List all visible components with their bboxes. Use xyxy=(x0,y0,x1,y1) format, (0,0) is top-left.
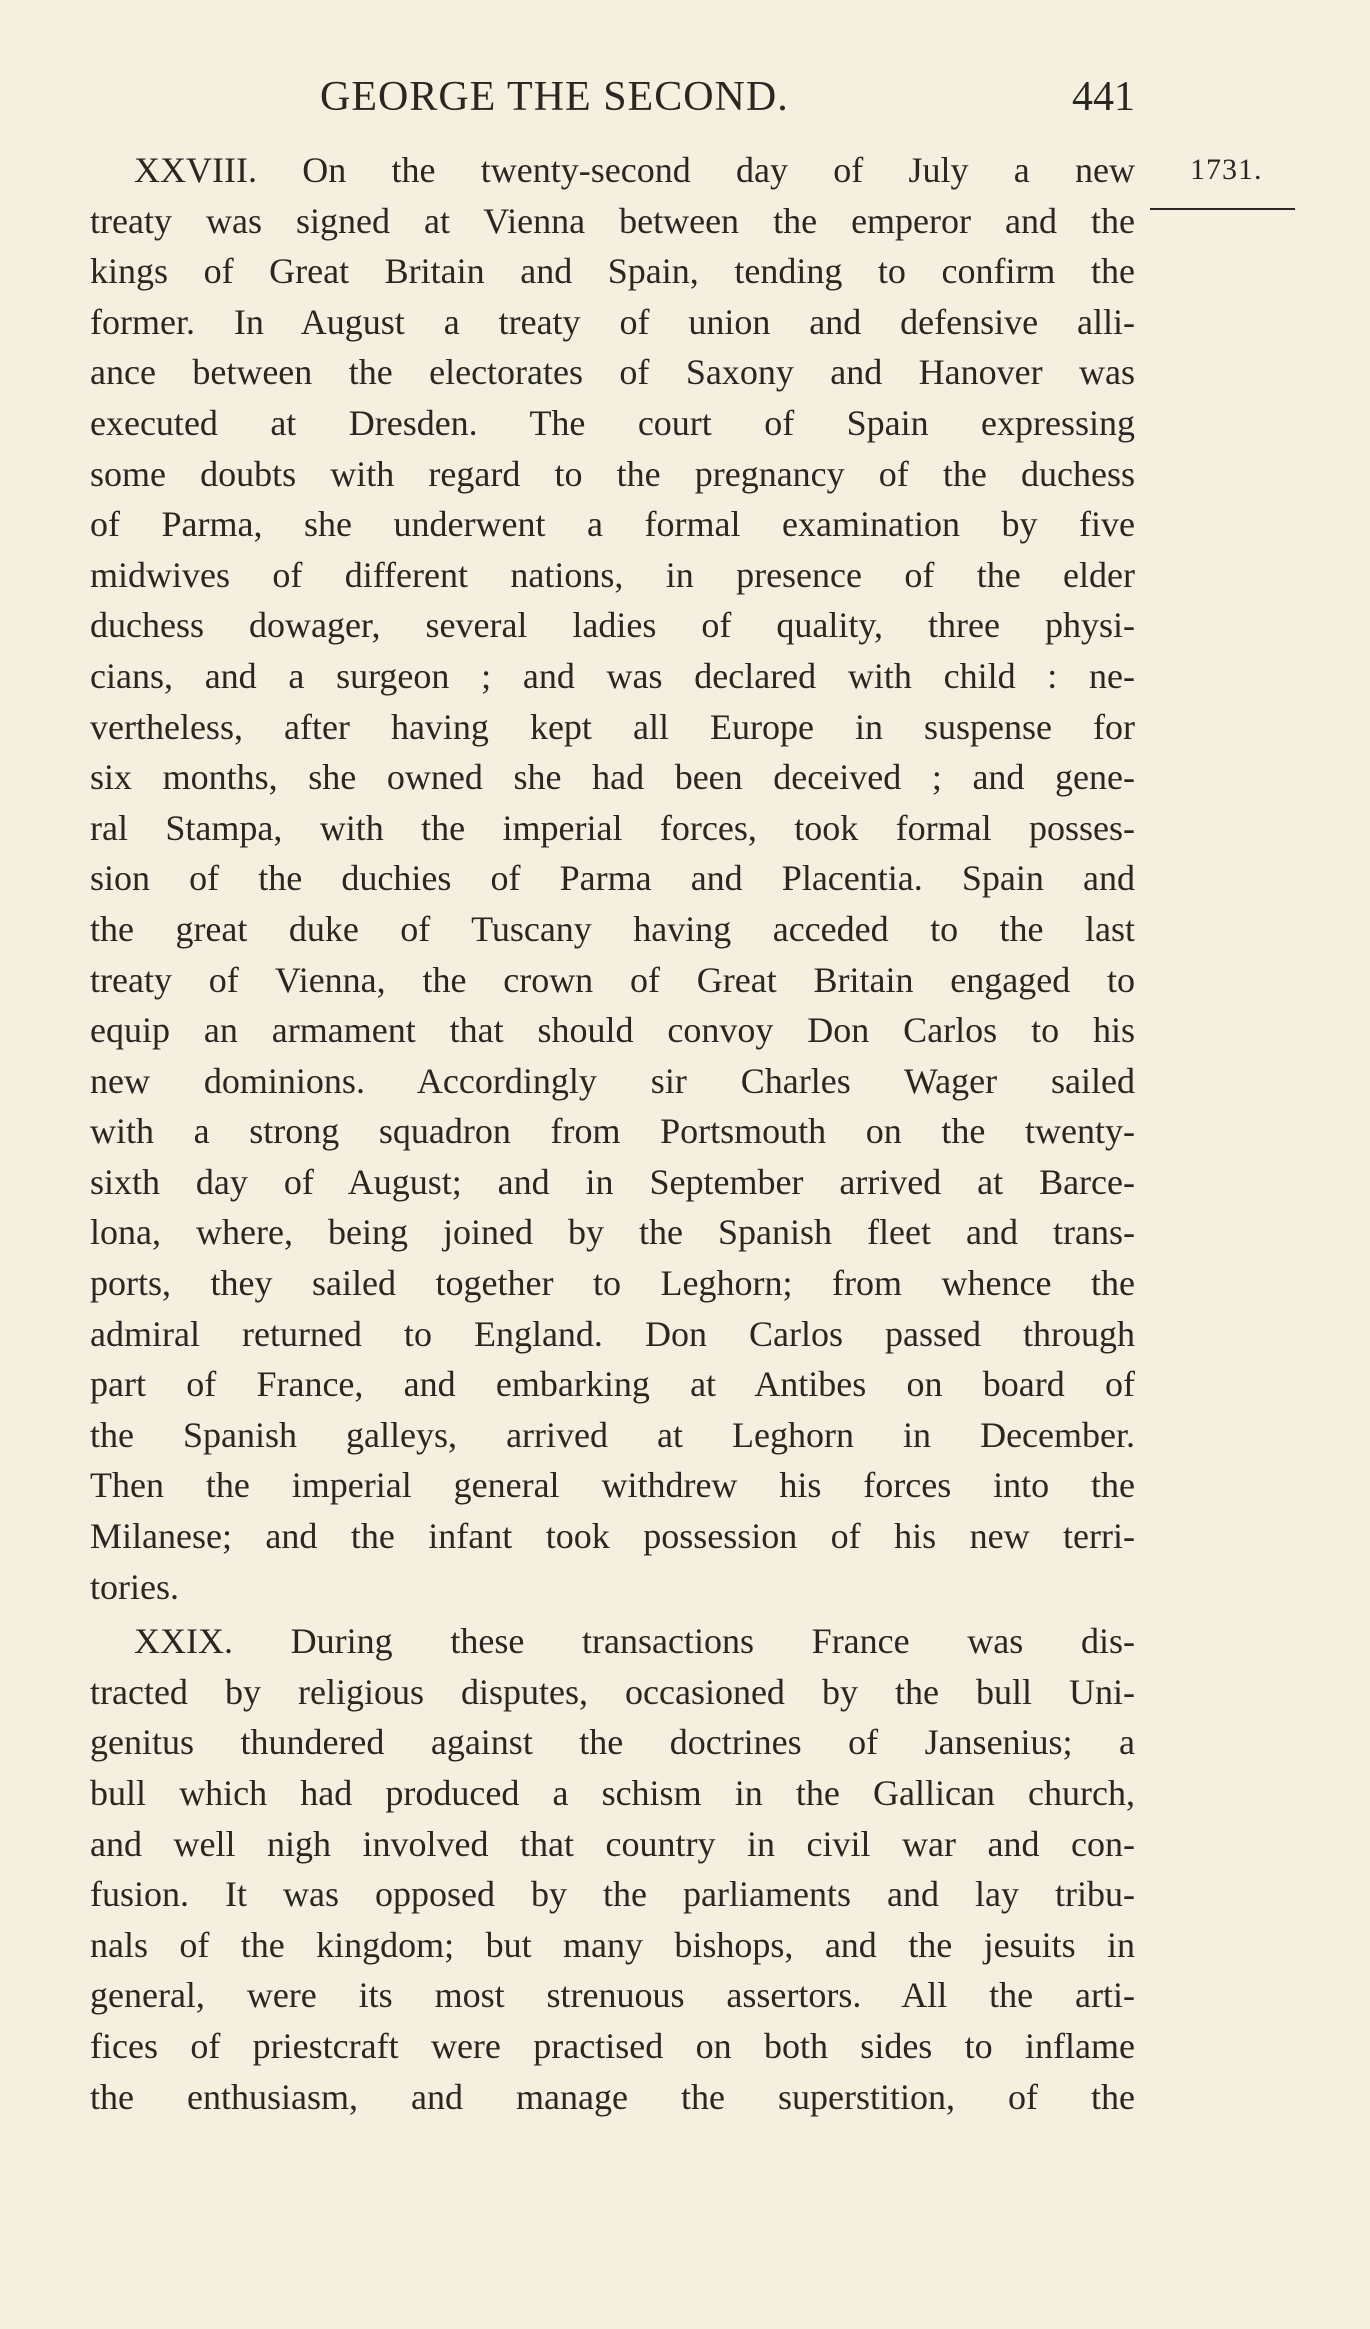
text-line: the Spanish galleys, arrived at Leghorn in December. xyxy=(90,1414,1135,1455)
text-line: admiral returned to England. Don Carlos passed through xyxy=(90,1313,1135,1354)
margin-year-note: 1731. xyxy=(1190,153,1263,186)
text-line: sixth day of August; and in September arrived at Barce- xyxy=(90,1161,1135,1202)
text-line: vertheless, after having kept all Europe in suspense for xyxy=(90,706,1135,747)
body-text xyxy=(90,145,1135,2122)
text-line: nals of the kingdom; but many bishops, and the jesuits in xyxy=(90,1924,1135,1965)
text-line: bull which had produced a schism in the Gallican church, xyxy=(90,1773,1135,1813)
running-head xyxy=(90,72,1135,122)
text-line: tories. xyxy=(90,1566,179,1607)
text-line: part of France, and embarking at Antibes on board of xyxy=(90,1364,1135,1405)
text-line: treaty was signed at Vienna between the emperor and the xyxy=(90,200,1135,241)
text-line: XXVIII. On the twenty-second day of July a new xyxy=(134,150,1135,190)
paragraph-xxviii xyxy=(90,145,1135,1612)
running-title: GEORGE THE SECOND. xyxy=(320,74,789,120)
text-line: and well nigh involved that country in civil war and con- xyxy=(90,1823,1135,1864)
text-line: former. In August a treaty of union and defensive alli- xyxy=(90,301,1135,342)
page-number: 441 xyxy=(1072,74,1135,120)
text-line: ance between the electorates of Saxony and Hanover was xyxy=(90,352,1135,393)
text-line: tracted by religious disputes, occasioned by the bull Uni- xyxy=(90,1671,1135,1712)
text-line: equip an armament that should convoy Don Carlos to his xyxy=(90,1010,1135,1051)
text-line: the enthusiasm, and manage the superstition, of the xyxy=(90,2076,1135,2117)
margin-rule xyxy=(1150,208,1295,210)
text-line: with a strong squadron from Portsmouth on the twenty- xyxy=(90,1111,1135,1152)
text-line: Then the imperial general withdrew his forces into the xyxy=(90,1465,1135,1506)
text-line: executed at Dresden. The court of Spain expressing xyxy=(90,402,1135,443)
text-line: duchess dowager, several ladies of quality, three physi- xyxy=(90,605,1135,646)
text-line: ral Stampa, with the imperial forces, took formal posses- xyxy=(90,807,1135,848)
text-line: treaty of Vienna, the crown of Great Britain engaged to xyxy=(90,959,1135,1000)
text-line: genitus thundered against the doctrines of Jansenius; a xyxy=(90,1722,1135,1763)
text-line: Milanese; and the infant took possession of his new terri- xyxy=(90,1516,1135,1557)
text-line: new dominions. Accordingly sir Charles Wager sailed xyxy=(90,1060,1135,1101)
text-line: sion of the duchies of Parma and Placentia. Spain and xyxy=(90,858,1135,899)
text-line: cians, and a surgeon ; and was declared with child : ne- xyxy=(90,655,1135,696)
text-line: of Parma, she underwent a formal examination by five xyxy=(90,504,1135,545)
text-line: kings of Great Britain and Spain, tending to confirm the xyxy=(90,251,1135,292)
paragraph-xxix xyxy=(90,1616,1135,2122)
text-line: XXIX. During these transactions France was dis- xyxy=(134,1621,1135,1662)
text-line: the great duke of Tuscany having acceded to the last xyxy=(90,908,1135,949)
text-line: ports, they sailed together to Leghorn; from whence the xyxy=(90,1263,1135,1304)
text-line: midwives of different nations, in presence of the elder xyxy=(90,554,1135,595)
text-line: fusion. It was opposed by the parliaments and lay tribu- xyxy=(90,1874,1135,1915)
text-line: fices of priestcraft were practised on both sides to inflame xyxy=(90,2025,1135,2066)
text-line: general, were its most strenuous assertors. All the arti- xyxy=(90,1975,1135,2016)
text-line: some doubts with regard to the pregnancy of the duchess xyxy=(90,453,1135,494)
text-line: lona, where, being joined by the Spanish fleet and trans- xyxy=(90,1212,1135,1253)
text-line: six months, she owned she had been deceived ; and gene- xyxy=(90,757,1135,798)
